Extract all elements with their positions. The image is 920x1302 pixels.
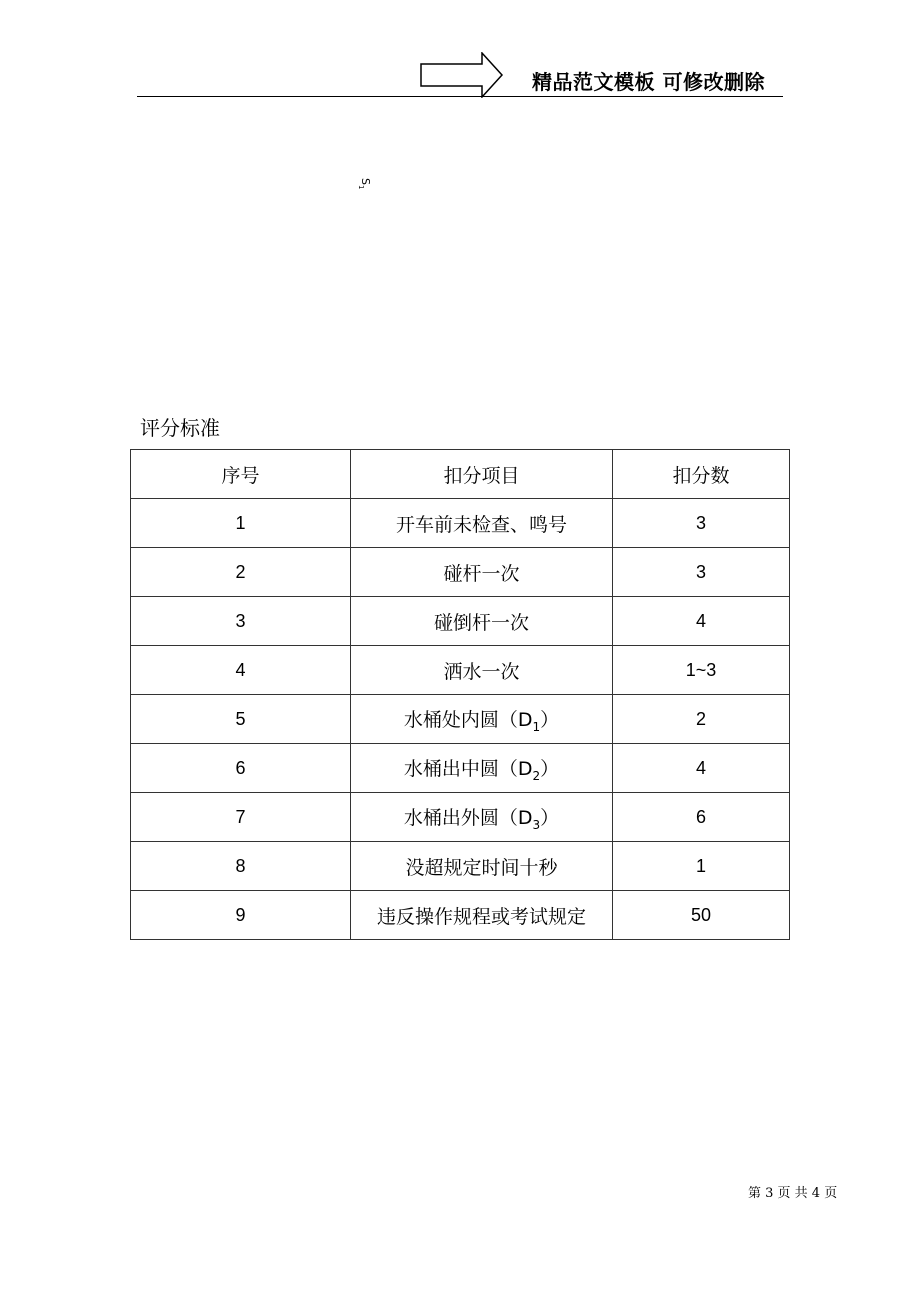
row-item [351,597,613,646]
section-title: 评分标准 [140,416,220,440]
rotated-label [357,178,372,189]
row-item-text: 开车前未检查、鸣号 [395,513,567,536]
row-item [351,695,613,744]
row-item-suffix: ） [540,806,560,829]
row-item-text: 水桶出中圆（D [403,757,533,780]
row-score: 4 [613,744,790,793]
table-row [131,695,790,744]
table-row [131,548,790,597]
row-score: 1 [613,842,790,891]
row-score: 3 [613,499,790,548]
row-score: 2 [613,695,790,744]
row-item-suffix: ） [540,708,560,731]
row-item [351,842,613,891]
row-item [351,499,613,548]
row-item [351,744,613,793]
row-no: 6 [131,744,351,793]
table-row [131,891,790,940]
row-item-suffix: ） [540,757,560,780]
row-item-text: 没超规定时间十秒 [405,856,558,879]
column-header-score: 扣分数 [613,450,790,499]
column-header-item: 扣分项目 [351,450,613,499]
table-header-row [131,450,790,499]
row-score: 50 [613,891,790,940]
row-item [351,548,613,597]
header-title: 精品范文模板 可修改删除 [532,70,765,94]
row-item-subscript: 3 [532,817,541,832]
table-row [131,793,790,842]
row-no: 7 [131,793,351,842]
table-row [131,597,790,646]
row-item-subscript: 2 [532,768,541,783]
table-row [131,744,790,793]
row-item [351,793,613,842]
row-no: 2 [131,548,351,597]
row-item-text: 碰杆一次 [443,562,520,585]
row-item [351,646,613,695]
row-item [351,891,613,940]
row-item-text: 水桶出外圆（D [403,806,533,829]
row-item-text: 水桶处内圆（D [403,708,533,731]
rotated-label-main: S [359,178,372,185]
row-no: 5 [131,695,351,744]
column-header-no: 序号 [131,450,351,499]
row-score: 6 [613,793,790,842]
row-score: 1~3 [613,646,790,695]
row-item-text: 碰倒杆一次 [433,611,529,634]
row-score: 4 [613,597,790,646]
header-divider [137,96,783,97]
table-body [131,499,790,940]
arrow-right-icon [420,52,504,98]
page-footer: 第 3 页 共 4 页 [748,1186,838,1201]
row-item-text: 违反操作规程或考试规定 [376,905,586,928]
row-item-subscript: 1 [532,719,541,734]
scoring-table [130,449,790,940]
table-row [131,646,790,695]
row-no: 9 [131,891,351,940]
row-score: 3 [613,548,790,597]
row-no: 8 [131,842,351,891]
table-row [131,499,790,548]
row-item-text: 洒水一次 [443,660,520,683]
row-no: 4 [131,646,351,695]
row-no: 3 [131,597,351,646]
row-no: 1 [131,499,351,548]
rotated-label-sub: 1 [356,184,365,190]
table-row [131,842,790,891]
